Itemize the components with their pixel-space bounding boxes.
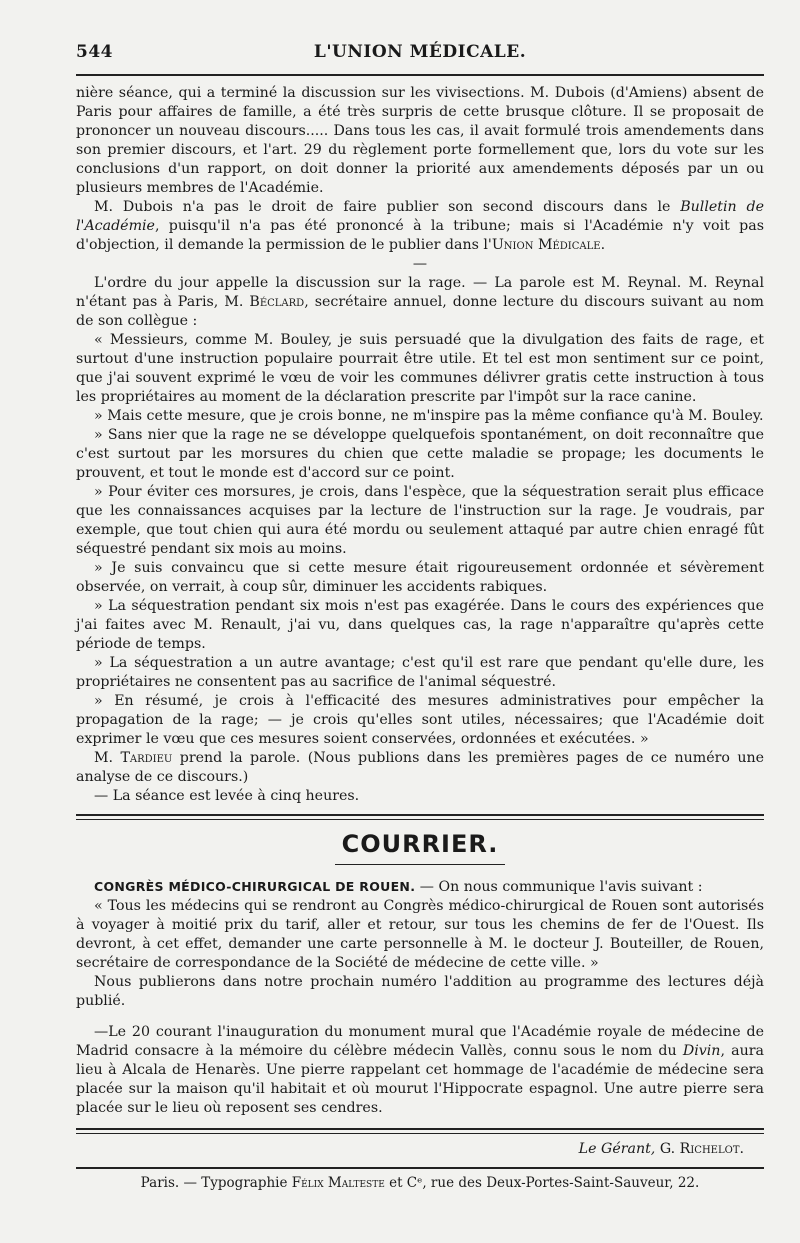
congress-heading: CONGRÈS MÉDICO-CHIRURGICAL DE ROUEN. bbox=[94, 879, 416, 894]
bulletin-title: Bulletin de l'Académie bbox=[76, 199, 764, 234]
section-rule bbox=[76, 814, 764, 820]
section-title: COURRIER. bbox=[341, 830, 499, 858]
paragraph: L'ordre du jour appelle la discussion sur la rage. — La parole est M. Reynal. M. Reynal n'étant pas à Paris, M. Béclard, secrétaire annuel, donne lecture du discours suivant au nom de son collègue : bbox=[76, 275, 764, 329]
signature-role: Le Gérant, bbox=[578, 1141, 656, 1157]
header-rule bbox=[76, 74, 764, 76]
paragraph: M. Dubois n'a pas le droit de faire publier son second discours dans le Bulletin de l'Académie, puisqu'il n'a pas été prononcé à la tribune; mais si l'Académie n'y voit pas d'objection, il demande la permission de le publier dans l'Union Médicale. bbox=[76, 199, 764, 253]
paragraph: —Le 20 courant l'inauguration du monument mural que l'Académie royale de médecine de Madrid consacre à la mémoire du célèbre médecin Vallès, connu sous le nom du Divin, aura lieu à Alcala de Henarès. Une pierre rappelant cet hommage de l'académie de médecine sera placée sur la maison qu'il habitait et où mourut l'Hippocrate espagnol. Une autre pierre sera placée sur le lieu où reposent ses cendres. bbox=[76, 1024, 765, 1116]
signature bbox=[76, 1140, 764, 1159]
paragraph: — La séance est levée à cinq heures. bbox=[94, 788, 360, 804]
quote-paragraph: « Tous les médecins qui se rendront au Congrès médico-chirurgical de Rouen sont autorisés à voyager à moitié prix du tarif, aller et retour, sur tous les chemins de fer de l'Ouest. Ils devront, à cet effet, demander une carte personnelle à M. le docteur J. Bouteiller, de Rouen, secrétaire de correspondance de la Société de médecine de cette ville. » bbox=[76, 898, 764, 971]
quote-paragraph: » Pour éviter ces morsures, je crois, dans l'espèce, que la séquestration serait plus efficace que les connaissances acquises par la lecture de l'instruction sur la rage. Je voudrais, par exemple, que tout chien qui aura été mordu ou seulement attaqué par autre chien enragé fût séquestré pendant six mois au moins. bbox=[76, 484, 764, 557]
person-name: Béclard bbox=[249, 294, 305, 310]
page-number: 544 bbox=[76, 42, 113, 62]
journal-title: L'UNION MÉDICALE. bbox=[313, 42, 527, 62]
quote-paragraph: » Mais cette mesure, que je crois bonne, ne m'inspire pas la même confiance qu'à M. Bouley. bbox=[94, 408, 764, 424]
separator-dash: — bbox=[412, 256, 428, 272]
imprint: Paris. — Typographie Félix Malteste et Cᵉ, rue des Deux-Portes-Saint-Sauveur, 22. bbox=[76, 1167, 764, 1191]
quote-paragraph: » Je suis convaincu que si cette mesure était rigoureusement ordonnée et sévèrement observée, on verrait, à coup sûr, diminuer les accidents rabiques. bbox=[76, 560, 764, 595]
quote-paragraph: » Sans nier que la rage ne se développe quelquefois spontanément, on doit reconnaître que c'est surtout par les morsures du chien que cette maladie se propage; les documents le prouvent, et tout le monde est d'accord sur ce point. bbox=[76, 427, 764, 481]
quote-paragraph: » La séquestration a un autre avantage; c'est qu'il est rare que pendant qu'elle dure, les propriétaires ne consentent pas au sacrifice de l'animal séquestré. bbox=[76, 655, 764, 690]
quote-paragraph: » En résumé, je crois à l'efficacité des mesures administratives pour empêcher la propagation de la rage; — je crois qu'elles sont utiles, nécessaires; que l'Académie doit exprimer le vœu que ces mesures soient conservées, ordonnées et exécutées. » bbox=[76, 693, 764, 747]
courrier-body bbox=[76, 877, 764, 1118]
nickname: Divin bbox=[682, 1043, 721, 1059]
journal-name: Union Médicale bbox=[491, 237, 601, 253]
printer-name: Félix Malteste bbox=[291, 1175, 385, 1191]
paragraph: nière séance, qui a terminé la discussion sur les vivisections. M. Dubois (d'Amiens) absent de Paris pour affaires de famille, a été très surpris de cette brusque clôture. Il se proposait de prononcer un nouveau discours..... Dans tous les cas, il avait formulé trois amendements dans son premier discours, et l'art. 29 du règlement porte formellement que, lors du vote sur les conclusions d'un rapport, on doit donner la priorité aux amendements déposés par un ou plusieurs membres de l'Académie. bbox=[76, 85, 764, 196]
footer-rule bbox=[76, 1128, 764, 1134]
title-underline bbox=[335, 864, 505, 865]
paragraph: M. Tardieu prend la parole. (Nous publions dans les premières pages de ce numéro une analyse de ce discours.) bbox=[76, 750, 765, 785]
paragraph: Nous publierons dans notre prochain numéro l'addition au programme des lectures déjà publié. bbox=[76, 974, 764, 1009]
quote-paragraph: » La séquestration pendant six mois n'est pas exagérée. Dans le cours des expériences que j'ai faites avec M. Renault, j'ai vu, dans quelques cas, la rage n'apparaître qu'après cette période de temps. bbox=[76, 598, 764, 652]
quote-paragraph: « Messieurs, comme M. Bouley, je suis persuadé que la divulgation des faits de rage, et surtout d'une instruction populaire pourrait être utile. Et tel est mon sentiment sur ce point, que j'ai souvent exprimé le vœu de voir les communes délivrer gratis cette instruction à tous les propriétaires au moment de la déclaration prescrite par l'impôt sur la race canine. bbox=[76, 332, 764, 405]
article-body bbox=[76, 84, 764, 806]
paragraph: CONGRÈS MÉDICO-CHIRURGICAL DE ROUEN. — On nous communique l'avis suivant : bbox=[94, 879, 703, 895]
person-name: Tardieu bbox=[120, 750, 173, 766]
signature-name: G. Richelot. bbox=[659, 1141, 744, 1157]
page-header bbox=[76, 42, 764, 68]
